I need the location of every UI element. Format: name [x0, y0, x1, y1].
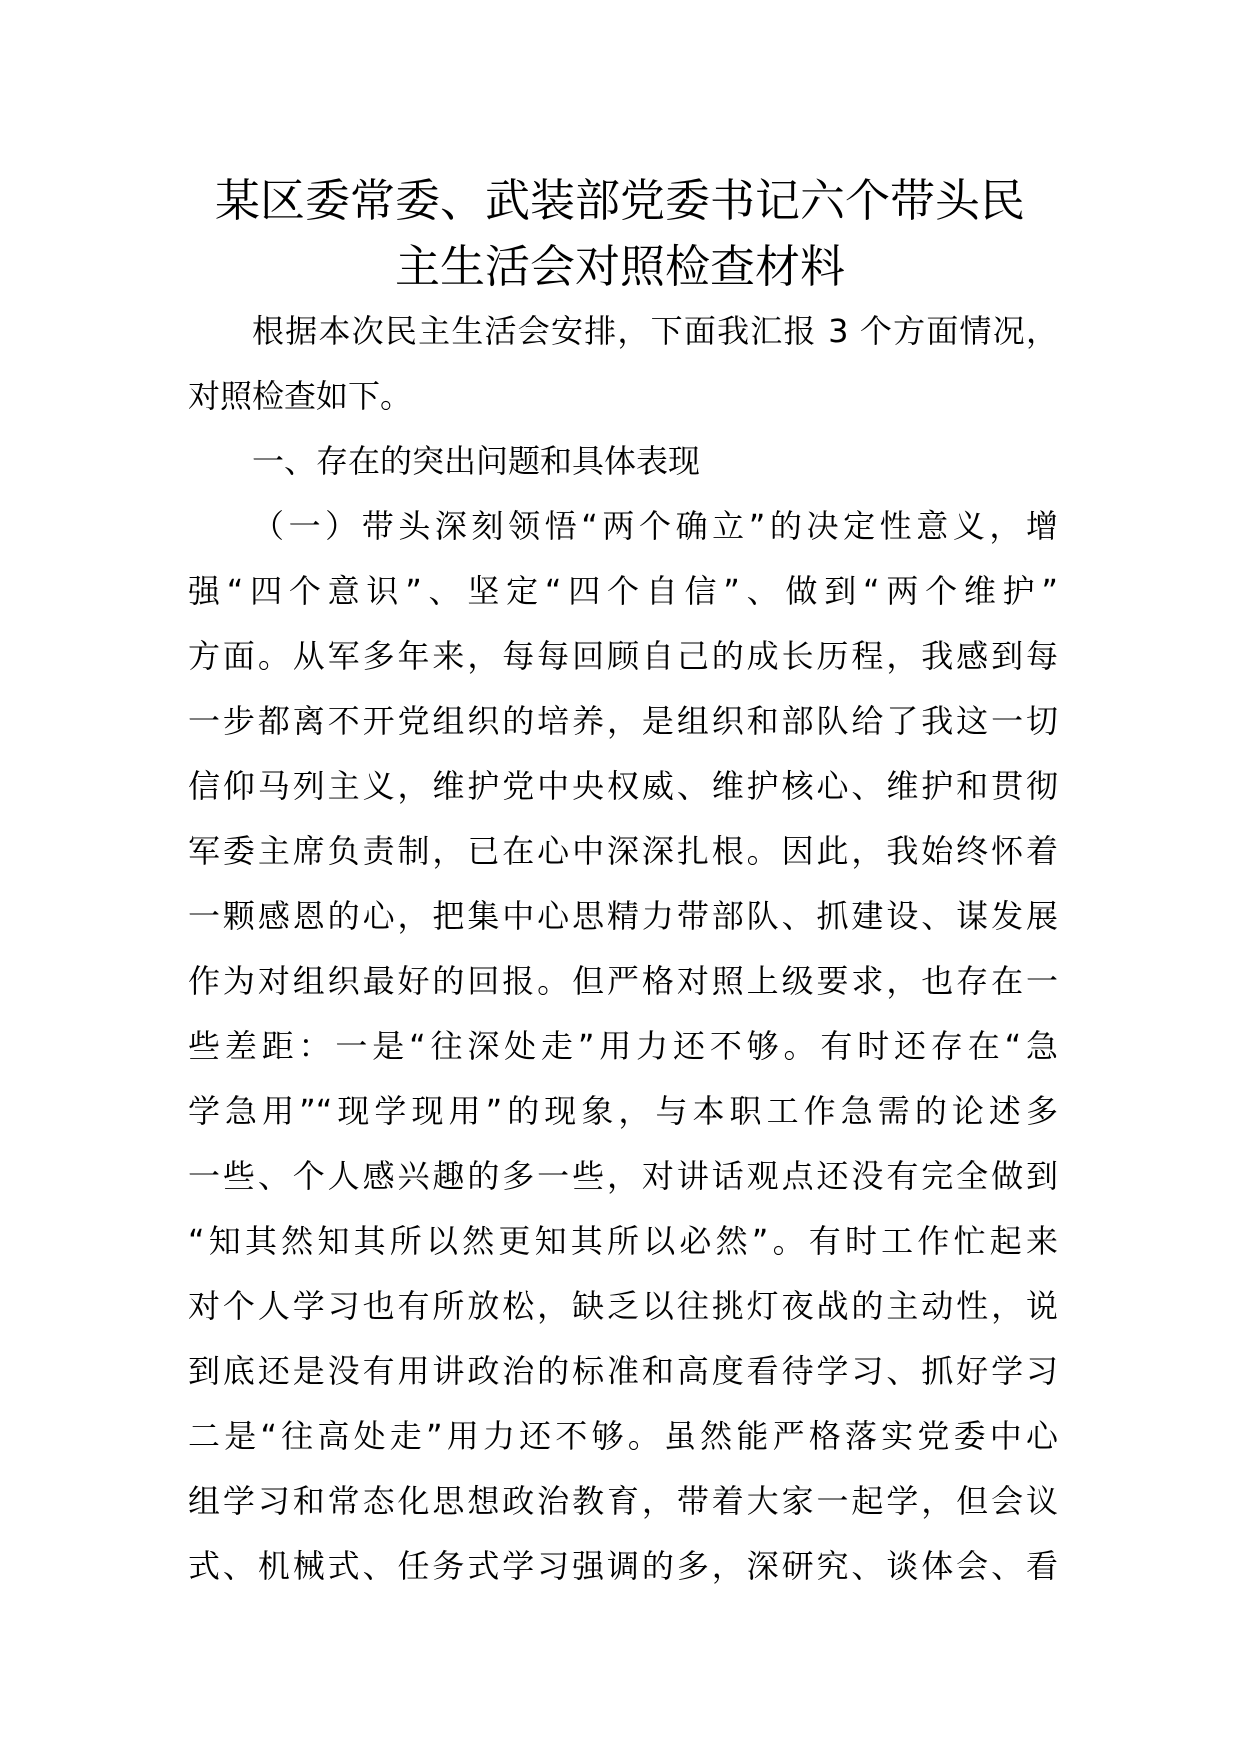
paragraph-intro-line-1: 根据本次民主生活会安排，下面我汇报 3 个方面情况，	[252, 312, 1058, 350]
paragraph-line: “知其然知其所以然更知其所以必然”。有时工作忙起来	[188, 1222, 1058, 1260]
paragraph-line: 些差距：一是“往深处走”用力还不够。有时还存在“急	[188, 1027, 1058, 1065]
paragraph-line: 军委主席负责制，已在心中深深扎根。因此，我始终怀着	[188, 832, 1058, 870]
paragraph-line: 对个人学习也有所放松，缺乏以往挑灯夜战的主动性，说	[188, 1287, 1058, 1325]
paragraph-line: 方面。从军多年来，每每回顾自己的成长历程，我感到每	[188, 637, 1058, 675]
paragraph-line: 一步都离不开党组织的培养，是组织和部队给了我这一切	[188, 702, 1058, 740]
title-line-2: 主生活会对照检查材料	[394, 240, 845, 293]
paragraph-line: 作为对组织最好的回报。但严格对照上级要求，也存在一	[188, 962, 1058, 1000]
document-body	[188, 299, 1058, 1599]
section-heading-1: 一、存在的突出问题和具体表现	[252, 442, 701, 480]
paragraph-line: 一颗感恩的心，把集中心思精力带部队、抓建设、谋发展	[188, 897, 1058, 935]
paragraph-line: 组学习和常态化思想政治教育，带着大家一起学，但会议	[188, 1482, 1058, 1520]
paragraph-line: 信仰马列主义，维护党中央权威、维护核心、维护和贯彻	[188, 767, 1058, 805]
paragraph-line: 一些、个人感兴趣的多一些，对讲话观点还没有完全做到	[188, 1157, 1058, 1195]
paragraph-line: （一）带头深刻领悟“两个确立”的决定性意义，增	[252, 507, 1058, 545]
paragraph-line: 学急用”“现学现用”的现象，与本职工作急需的论述多	[188, 1092, 1058, 1130]
paragraph-line: 二是“往高处走”用力还不够。虽然能严格落实党委中心	[188, 1417, 1058, 1455]
paragraph-line: 强“四个意识”、坚定“四个自信”、做到“两个维护”	[188, 572, 1058, 610]
paragraph-line: 到底还是没有用讲政治的标准和高度看待学习、抓好学习	[188, 1352, 1058, 1390]
paragraph-line: 式、机械式、任务式学习强调的多，深研究、谈体会、看	[188, 1547, 1058, 1585]
title-line-1: 某区委常委、武装部党委书记六个带头民	[214, 174, 1025, 227]
document-title	[150, 168, 1090, 300]
paragraph-intro-line-2: 对照检查如下。	[188, 377, 413, 415]
